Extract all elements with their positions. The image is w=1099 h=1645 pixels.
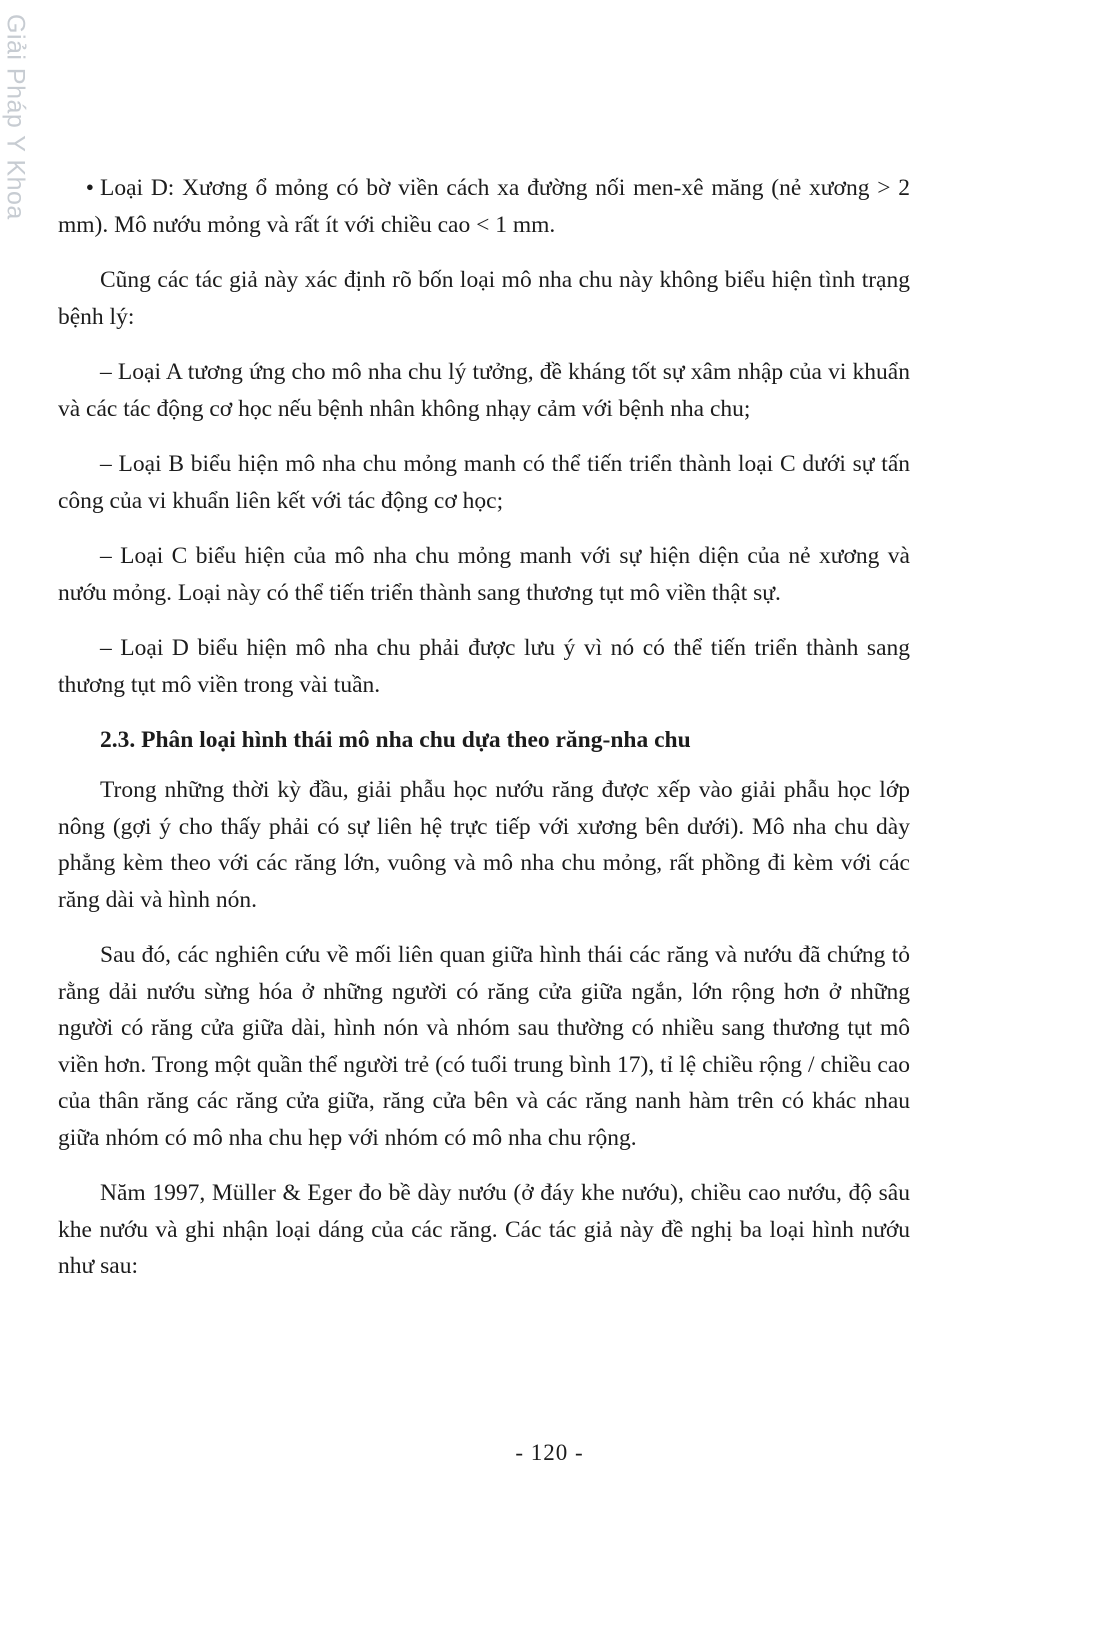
bullet-icon: • (85, 175, 94, 201)
paragraph-type-a: – Loại A tương ứng cho mô nha chu lý tưởng, đề kháng tốt sự xâm nhập của vi khuẩn và các tác động cơ học nếu bệnh nhân không nhạy cảm với bệnh nha chu; (58, 359, 910, 422)
watermark (0, 14, 30, 224)
page-number: - 120 - (515, 1440, 584, 1465)
paragraph-type-b: – Loại B biểu hiện mô nha chu mỏng manh có thể tiến triển thành loại C dưới sự tấn công của vi khuẩn liên kết với tác động cơ học; (58, 451, 910, 514)
paragraph-authors-classification: Cũng các tác giả này xác định rõ bốn loại mô nha chu này không biểu hiện tình trạng bệnh lý: (58, 267, 910, 330)
section-heading: 2.3. Phân loại hình thái mô nha chu dựa theo răng-nha chu (100, 727, 691, 753)
paragraph-type-d-bullet (58, 170, 910, 243)
paragraph-early-anatomy: Trong những thời kỳ đầu, giải phẫu học nướu răng được xếp vào giải phẫu học lớp nông (gợi ý cho thấy phải có sự liên hệ trực tiếp với xương bên dưới). Mô nha chu dày phẳng kèm theo với các răng lớn, vuông và mô nha chu mỏng, rất phồng đi kèm với các răng dài và hình nón. (58, 777, 910, 913)
paragraph-muller-eger: Năm 1997, Müller & Eger đo bề dày nướu (ở đáy khe nướu), chiều cao nướu, độ sâu khe nướu và ghi nhận loại dáng của các răng. Các tác giả này đề nghị ba loại hình nướu như sau: (58, 1180, 910, 1279)
watermark-text: Giải Pháp Y Khoa (1, 14, 30, 220)
paragraph-type-c: – Loại C biểu hiện của mô nha chu mỏng manh với sự hiện diện của nẻ xương và nướu mỏng. Loại này có thể tiến triển thành sang thương tụt mô viền thật sự. (58, 543, 910, 606)
page-body (58, 170, 910, 1304)
paragraph-later-studies: Sau đó, các nghiên cứu về mối liên quan giữa hình thái các răng và nướu đã chứng tỏ rằng dải nướu sừng hóa ở những người có răng cửa giữa ngắn, lớn rộng hơn ở những người có răng cửa giữa dài, hình nón và nhóm sau thường có nhiều sang thương tụt mô viền hơn. Trong một quần thể người trẻ (có tuổi trung bình 17), tỉ lệ chiều rộng / chiều cao của thân răng các răng cửa giữa, răng cửa bên và các răng nanh hàm trên có khác nhau giữa nhóm có mô nha chu hẹp với nhóm có mô nha chu rộng. (58, 942, 910, 1151)
paragraph-type-d-text: Loại D: Xương ổ mỏng có bờ viền cách xa đường nối men-xê măng (nẻ xương > 2 mm). Mô nướu mỏng và rất ít với chiều cao < 1 mm. (58, 175, 910, 238)
paragraph-type-d: – Loại D biểu hiện mô nha chu phải được lưu ý vì nó có thể tiến triển thành sang thương tụt mô viền trong vài tuần. (58, 635, 910, 698)
